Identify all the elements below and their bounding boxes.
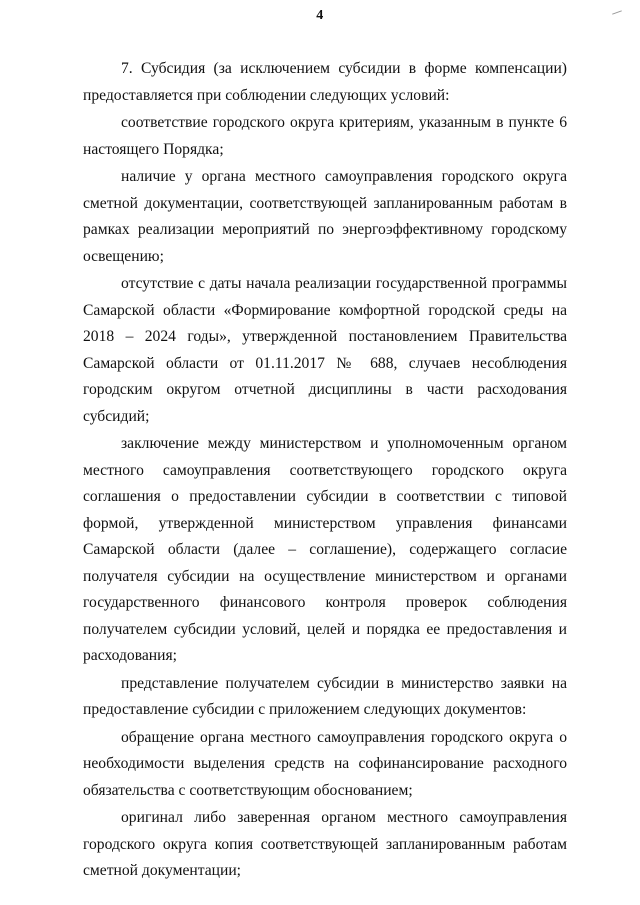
- paragraph-subsidy-conditions: 7. Субсидия (за исключением субсидии в форме компенсации) предоставляется при соблюдении следующих условий:: [83, 60, 567, 104]
- condition-estimate-documentation: наличие у органа местного самоуправления городского округа сметной документации, соответствующей запланированным работам в рамках реализации мероприятий по энергоэффективному городскому освещению;: [83, 168, 567, 265]
- condition-application-submission: представление получателем субсидии в министерство заявки на предоставление субсидии с приложением следующих документов:: [83, 674, 567, 718]
- condition-criteria-compliance: соответствие городского округа критериям, указанным в пункте 6 настоящего Порядка;: [83, 114, 567, 158]
- document-body: [83, 56, 567, 885]
- document-estimate-copy: оригинал либо заверенная органом местного самоуправления городского округа копия соответствующей запланированным работам сметной документации;: [83, 809, 567, 879]
- condition-agreement: заключение между министерством и уполномоченным органом местного самоуправления соответствующего городского округа соглашения о предоставлении субсидии в соответствии с типовой формой, утвержденной министерством управления финансами Самарской области (далее – соглашение), содержащего согласие получателя субсидии на осуществление министерством и органами государственного финансового контроля проверок соблюдения получателем субсидии условий, целей и порядка ее предоставления и расходования;: [83, 435, 567, 664]
- document-request-letter: обращение органа местного самоуправления городского округа о необходимости выделения средств на софинансирование расходного обязательства с соответствующим обоснованием;: [83, 728, 567, 799]
- page-number: 4: [316, 8, 324, 23]
- condition-reporting-discipline: отсутствие с даты начала реализации государственной программы Самарской области «Формирование комфортной городской среды на 2018 – 2024 годы», утвержденной постановлением Правительства Самарской области от 01.11.2017 № 688, случаев несоблюдения городским округом отчетной дисциплины в части расходования субсидий;: [83, 275, 567, 425]
